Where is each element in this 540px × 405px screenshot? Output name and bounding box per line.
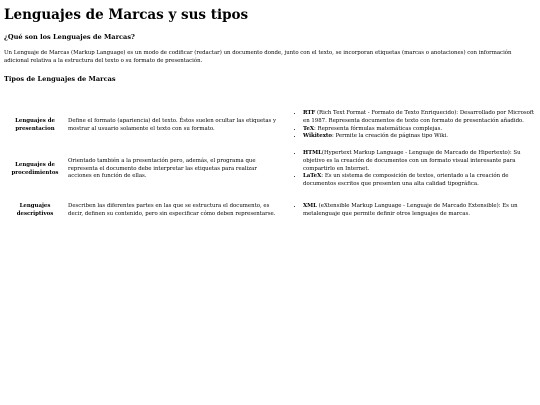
example-text: (eXtensible Markup Language - Lenguaje de Marcado Extensible): Es un metalenguaje que permite definir otros lenguajes de marcas. xyxy=(303,203,518,218)
type-description: Orientado también a la presentación pero, además, el programa que representa el documento debe interpretar las etiquetas para realizar acciones en función de ellas. xyxy=(68,158,257,180)
table-row xyxy=(4,146,536,194)
type-name: Lenguajes descriptivos xyxy=(16,203,54,218)
example-text: : Representa fórmulas matemáticas complejas. xyxy=(314,125,443,132)
types-table xyxy=(4,92,536,229)
example-term: LaTeX xyxy=(303,173,322,180)
list-item xyxy=(303,150,536,173)
example-term: Wikitexto xyxy=(303,133,333,140)
types-heading: Tipos de Lenguajes de Marcas xyxy=(4,74,116,83)
table-row xyxy=(4,92,536,146)
example-term: RTF xyxy=(303,110,316,117)
example-term: HTML xyxy=(303,150,322,157)
type-name: Lenguajes de presentacion xyxy=(15,117,55,132)
list-item xyxy=(303,133,536,141)
type-examples xyxy=(295,194,536,229)
type-examples xyxy=(295,146,536,194)
list-item xyxy=(303,110,536,125)
type-description: Define el formato (apariencia) del texto. Éstos suelen ocultar las etiquetas y mostrar al usuario solamente el texto con su formato. xyxy=(68,117,277,132)
examples-list xyxy=(295,203,536,218)
example-text: (Hypertext Markup Language - Lenguaje de Marcado de Hipertexto): Su objetivo es la creación de documentos con un formato visual interesante para compartirlo en Internet. xyxy=(303,150,521,172)
intro-paragraph: Un Lenguaje de Marcas (Markup Language) es un modo de codificar (redactar) un documento donde, junto con el texto, se incorporan etiquetas (marcas o anotaciones) con información adicional relativa a la estructura del texto o su formato de presentación. xyxy=(4,50,512,64)
example-term: XML xyxy=(303,203,317,210)
page-title: Lenguajes de Marcas y sus tipos xyxy=(4,7,249,23)
type-description: Describen las diferentes partes en las que se estructura el documento, es decir, definen su contenido, pero sin especificar cómo deben representarse. xyxy=(68,203,276,218)
example-term: TeX xyxy=(303,125,315,132)
list-item xyxy=(303,203,536,218)
question-heading: ¿Qué son los Lenguajes de Marcas? xyxy=(4,33,135,42)
examples-list xyxy=(295,110,536,141)
example-text: (Rich Text Format - Formato de Texto Enriquecido): Desarrollado por Microsoft en 1987. Representa documentos de texto con formato de presentación añadido. xyxy=(303,110,535,124)
type-name: Lenguajes de procedimientos xyxy=(11,161,59,176)
examples-list xyxy=(295,150,536,188)
example-text: : Permite la creación de páginas tipo Wiki. xyxy=(332,133,448,140)
example-text: : Es un sistema de composición de textos, orientado a la creación de documentos escritos que presenten una alta calidad tipográfica. xyxy=(303,173,509,188)
list-item xyxy=(303,173,536,188)
table-row xyxy=(4,194,536,229)
type-examples xyxy=(295,92,536,146)
